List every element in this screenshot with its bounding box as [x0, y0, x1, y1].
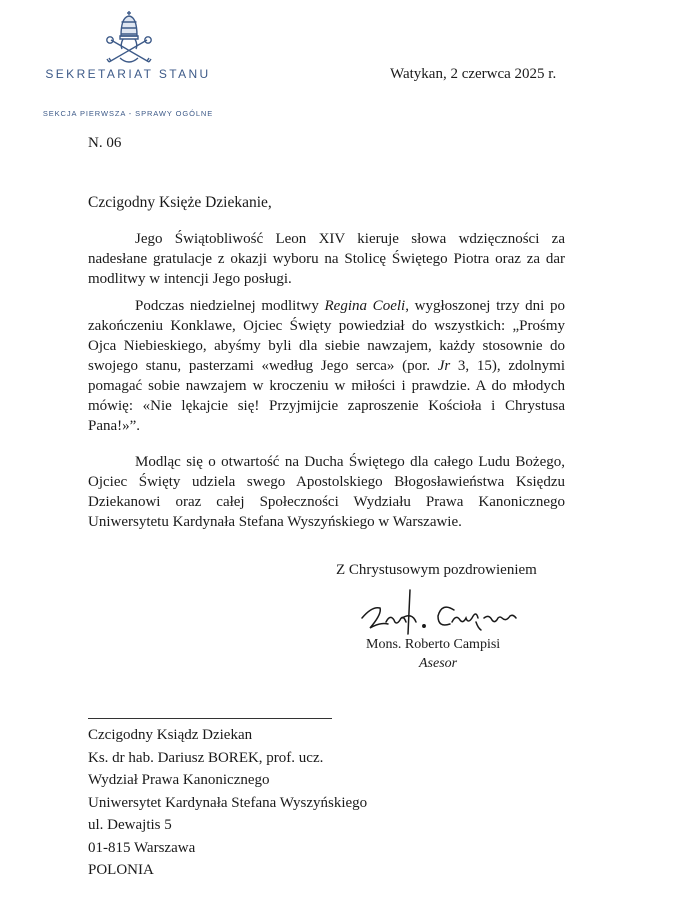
letter-date: Watykan, 2 czerwca 2025 r.	[390, 66, 557, 82]
paragraph-text: 3, 15), zdolnymi pomagać sobie nawzajem w kroczeniu w miłości i prawdzie. A do młodych mówię: «Nie lękajcie się! Przyjmijcie zaproszenie Kościoła i Chrystusa Pana!»”.	[88, 358, 566, 434]
body-paragraph-1	[88, 229, 565, 289]
papal-emblem-icon	[103, 8, 155, 68]
address-line: ul. Dewajtis 5	[88, 817, 172, 833]
address-line: POLONIA	[88, 862, 154, 878]
italic-book-reference: Jr	[437, 358, 451, 374]
address-divider	[88, 718, 332, 719]
address-line: 01-815 Warszawa	[88, 839, 196, 856]
address-line: Ks. dr hab. Dariusz BOREK, prof. ucz.	[88, 749, 324, 766]
paragraph-text: , wygłoszonej trzy dni po zakończeniu Konklawe, Ojciec Święty powiedział do wszystkich: „Prośmy Ojca Niebieskiego, abyśmy byli dla siebie nawzajem, każdy stosownie do swojego stanu, pasterzami «według Jego serca» (por.	[88, 298, 565, 374]
signer-name: Mons. Roberto Campisi	[366, 637, 501, 652]
letterhead-org-name: SEKRETARIAT STANU	[45, 67, 211, 81]
address-line: Uniwersytet Kardynała Stefana Wyszyńskiego	[88, 794, 368, 811]
letterhead-section: SEKCJA PIERWSZA - SPRAWY OGÓLNE	[42, 109, 214, 118]
italic-prayer-title: Regina Coeli	[324, 298, 406, 314]
paragraph-text: Jego Świątobliwość Leon XIV kieruje słowa wdzięczności za nadesłane gratulacje z okazji wyboru na Stolicę Świętego Piotra oraz za dar modlitwy w intencji Jego posługi.	[88, 231, 565, 287]
body-paragraph-3	[88, 452, 565, 532]
paragraph-text: Podczas niedzielnej modlitwy	[135, 298, 325, 314]
closing-formula: Z Chrystusowym pozdrowieniem	[336, 562, 537, 578]
handwritten-signature-icon	[358, 588, 538, 644]
paragraph-text: Modląc się o otwartość na Ducha Świętego dla całego Ludu Bożego, Ojciec Święty udziela swego Apostolskiego Błogosławieństwa Księdzu Dziekanowi oraz całej Społeczności Wydziału Prawa Kanonicznego Uniwersytetu Kardynała Stefana Wyszyńskiego w Warszawie.	[88, 454, 565, 530]
address-line: Czcigodny Ksiądz Dziekan	[88, 727, 253, 743]
address-line: Wydział Prawa Kanonicznego	[88, 772, 270, 788]
salutation: Czcigodny Księże Dziekanie,	[88, 194, 272, 211]
reference-number: N. 06	[88, 135, 122, 151]
recipient-address	[88, 724, 367, 882]
body-paragraph-2	[88, 296, 565, 436]
signer-title: Asesor	[419, 656, 458, 671]
